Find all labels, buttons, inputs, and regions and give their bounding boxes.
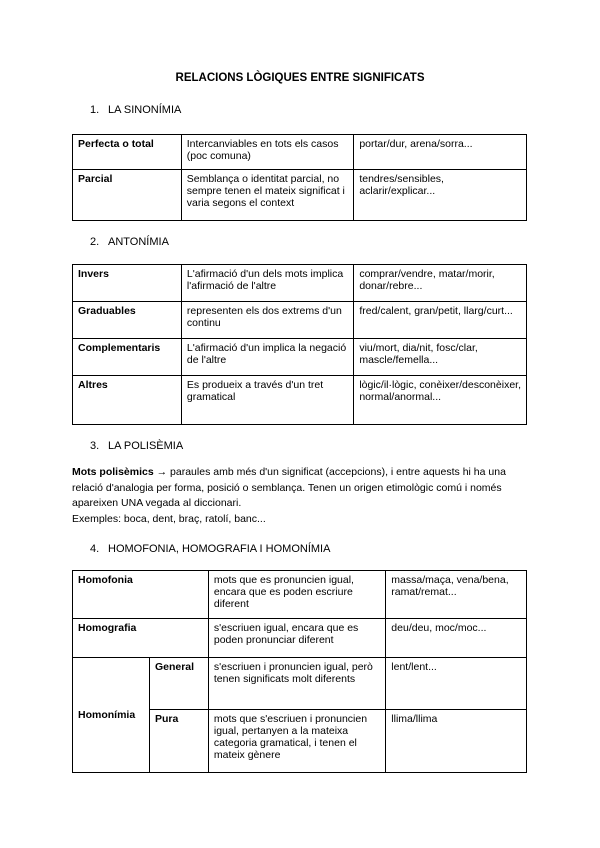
example-cell: viu/mort, dia/nit, fosc/clar, mascle/femella... bbox=[354, 339, 527, 376]
table-row bbox=[73, 619, 527, 658]
table-row bbox=[73, 302, 527, 339]
polisemia-definition: paraules amb més d'un significat (accepcions), i entre aquests hi ha una relació d'analogia per forma, posició o semblança. Tenen un origen etimològic comú i només apareixen UNA vegada al diccionari. bbox=[72, 466, 506, 509]
example-cell: massa/maça, vena/bena, ramat/remat... bbox=[386, 571, 527, 619]
example-cell: deu/deu, moc/moc... bbox=[386, 619, 527, 658]
table-row bbox=[73, 658, 527, 710]
term-cell: Homonímia bbox=[73, 658, 150, 773]
desc-cell: Intercanviables en tots els casos (poc comuna) bbox=[181, 135, 354, 170]
table-row bbox=[73, 376, 527, 425]
antonimia-table bbox=[72, 264, 527, 425]
example-cell: fred/calent, gran/petit, llarg/curt... bbox=[354, 302, 527, 339]
term-cell: Parcial bbox=[73, 170, 182, 221]
desc-cell: s'escriuen igual, encara que es poden pronunciar diferent bbox=[208, 619, 385, 658]
polisemia-examples: Exemples: boca, dent, braç, ratolí, banc... bbox=[72, 512, 266, 525]
example-cell: lògic/il·lògic, conèixer/desconèixer, normal/anormal... bbox=[354, 376, 527, 425]
homonimia-table bbox=[72, 570, 527, 773]
term-cell: Graduables bbox=[73, 302, 182, 339]
term-cell: Homofonia bbox=[73, 571, 209, 619]
desc-cell: L'afirmació d'un dels mots implica l'afirmació de l'altre bbox=[181, 265, 353, 302]
table-row bbox=[73, 339, 527, 376]
section-heading-sinonimia: 1. LA SINONÍMIA bbox=[90, 104, 182, 116]
desc-cell: s'escriuen i pronuncien igual, però tenen significats molt diferents bbox=[208, 658, 385, 710]
arrow-icon: → bbox=[156, 466, 168, 478]
term-cell: Altres bbox=[73, 376, 182, 425]
table-row bbox=[73, 265, 527, 302]
example-cell: portar/dur, arena/sorra... bbox=[354, 135, 527, 170]
example-cell: tendres/sensibles, aclarir/explicar... bbox=[354, 170, 527, 221]
example-cell: lent/lent... bbox=[386, 658, 527, 710]
example-cell: llima/llima bbox=[386, 710, 527, 773]
desc-cell: L'afirmació d'un implica la negació de l'altre bbox=[181, 339, 353, 376]
term-cell: Invers bbox=[73, 265, 182, 302]
term-cell: Homografia bbox=[73, 619, 209, 658]
term-cell: Complementaris bbox=[73, 339, 182, 376]
desc-cell: Es produeix a través d'un tret gramatical bbox=[181, 376, 353, 425]
page-title: RELACIONS LÒGIQUES ENTRE SIGNIFICATS bbox=[175, 72, 425, 84]
table-row bbox=[73, 135, 527, 170]
sinonimia-table bbox=[72, 134, 527, 221]
desc-cell: mots que s'escriuen i pronuncien igual, pertanyen a la mateixa categoria gramatical, i tenen el mateix gènere bbox=[208, 710, 385, 773]
polisemia-term: Mots polisèmics bbox=[72, 466, 154, 478]
section-heading-polisemia: 3. LA POLISÈMIA bbox=[90, 440, 184, 452]
table-row bbox=[73, 170, 527, 221]
subterm-cell: General bbox=[149, 658, 208, 710]
desc-cell: Semblança o identitat parcial, no sempre tenen el mateix significat i varia segons el context bbox=[181, 170, 354, 221]
example-cell: comprar/vendre, matar/morir, donar/rebre... bbox=[354, 265, 527, 302]
subterm-cell: Pura bbox=[149, 710, 208, 773]
polisemia-paragraph bbox=[72, 465, 532, 527]
section-heading-homonimia: 4. HOMOFONIA, HOMOGRAFIA I HOMONÍMIA bbox=[90, 543, 331, 555]
desc-cell: mots que es pronuncien igual, encara que es poden escriure diferent bbox=[208, 571, 385, 619]
table-row bbox=[73, 571, 527, 619]
term-cell: Perfecta o total bbox=[73, 135, 182, 170]
section-heading-antonimia: 2. ANTONÍMIA bbox=[90, 236, 169, 248]
desc-cell: representen els dos extrems d'un continu bbox=[181, 302, 353, 339]
